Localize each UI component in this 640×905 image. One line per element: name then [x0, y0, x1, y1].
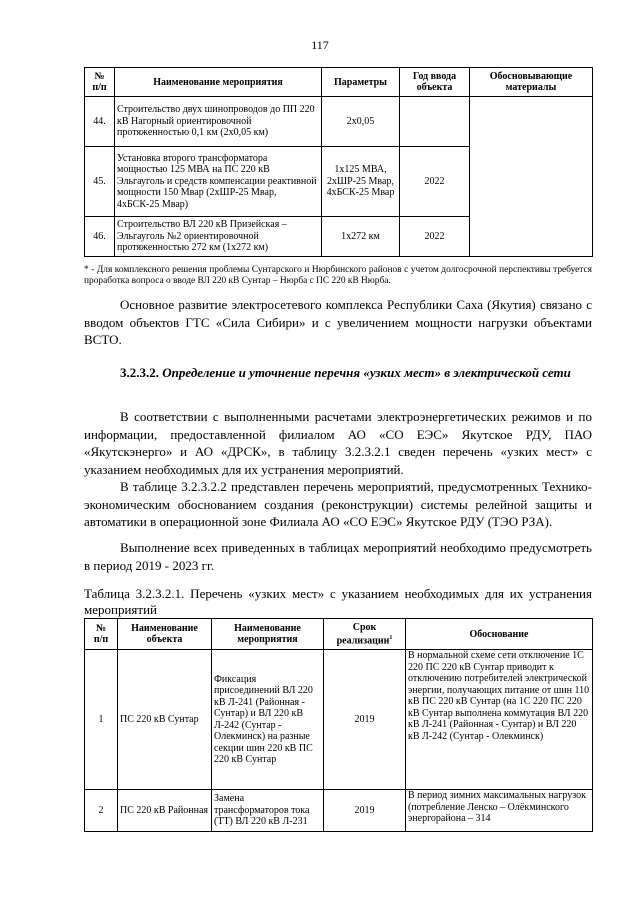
row-num: 44.: [85, 97, 115, 147]
header-num: № п/п: [85, 619, 118, 650]
table-row: [85, 97, 593, 147]
section-title: Определение и уточнение перечня «узких мест» в электрической сети: [162, 365, 571, 380]
header-num: № п/п: [85, 68, 115, 97]
header-name: Наименование мероприятия: [115, 68, 322, 97]
table-row: [85, 650, 593, 790]
header-term-label: Срок реализации: [336, 621, 390, 647]
row-measure: Фиксация присоединений ВЛ 220 кВ Л-241 (Районная - Сунтар) и ВЛ 220 кВ Л-242 (Сунтар - Олекминск) на разные секции шин 220 кВ ПС 220 кВ Сунтар: [212, 650, 324, 790]
row-term: 2019: [324, 650, 406, 790]
row-year: 2022: [400, 217, 470, 257]
section-heading: [84, 364, 592, 382]
row-name: Строительство ВЛ 220 кВ Призейская – Эльгауголь №2 ориентировочной протяженностью 272 км (1х272 км): [115, 217, 322, 257]
measures-table: [84, 67, 593, 257]
header-basis: Обосновывающие материалы: [470, 68, 593, 97]
paragraph: Основное развитие электросетевого комплекса Республики Саха (Якутия) связано с вводом объектов ГТС «Сила Сибири» и с увеличением мощности нагрузки объектами ВСТО.: [84, 297, 592, 347]
paragraph: Выполнение всех приведенных в таблицах мероприятий необходимо предусмотреть в период 2019 - 2023 гг.: [84, 540, 592, 573]
header-term: [324, 619, 406, 650]
row-name: Строительство двух шинопроводов до ПП 220 кВ Нагорный ориентировочной протяженностью 0,1 км (2х0,05 км): [115, 97, 322, 147]
header-basis: Обоснование: [406, 619, 593, 650]
row-params: 1х125 МВА, 2хШР-25 Мвар, 4хБСК-25 Мвар: [322, 147, 400, 217]
header-params: Параметры: [322, 68, 400, 97]
footnote-marker: 1: [389, 634, 393, 641]
row-object: ПС 220 кВ Районная: [118, 790, 212, 832]
row-num: 46.: [85, 217, 115, 257]
row-term: 2019: [324, 790, 406, 832]
header-object: Наименование объекта: [118, 619, 212, 650]
row-basis: В период зимних максимальных нагрузок (потребление Ленско – Олёкминского энергорайона – 314: [406, 790, 593, 832]
row-basis: В нормальной схеме сети отключение 1С 220 ПС 220 кВ Сунтар приводит к отключению потребителей электрической энергии, получающих питание от шин 110 кВ ПС 220 кВ Сунтар (на 1С 220 ПС 220 кВ Сунтар выполнена коммутация ВЛ 220 кВ Л-241 (Районная - Сунтар) и ВЛ 220 кВ Л-242 (Сунтар - Олекминск): [406, 650, 593, 790]
footnote: * - Для комплексного решения проблемы Сунтарского и Нюрбинского районов с учетом долгосрочной перспективы требуется проработка вопроса о вводе ВЛ 220 кВ Сунтар – Нюрба с ПС 220 кВ Нюрба.: [84, 265, 592, 286]
table-row: [85, 790, 593, 832]
header-year: Год ввода объекта: [400, 68, 470, 97]
section-number: 3.2.3.2.: [120, 365, 159, 380]
header-measure: Наименование мероприятия: [212, 619, 324, 650]
page-number: 117: [311, 38, 329, 52]
row-params: 1х272 км: [322, 217, 400, 257]
basis-cell: [470, 97, 593, 257]
table-header-row: [85, 619, 593, 650]
bottlenecks-table: [84, 618, 593, 832]
row-measure: Замена трансформаторов тока (ТТ) ВЛ 220 кВ Л-231: [212, 790, 324, 832]
row-object: ПС 220 кВ Сунтар: [118, 650, 212, 790]
row-year: [400, 97, 470, 147]
table-caption: Таблица 3.2.3.2.1. Перечень «узких мест» с указанием необходимых для их устранения мероприятий: [84, 586, 592, 617]
row-year: 2022: [400, 147, 470, 217]
table-header-row: [85, 68, 593, 97]
row-num: 1: [85, 650, 118, 790]
paragraph: В таблице 3.2.3.2.2 представлен перечень мероприятий, предусмотренных Технико-экономическим обоснованием создания (реконструкции) системы релейной защиты и автоматики в операционной зоне Филиала АО «СО ЕЭС» Якутское РДУ (ТЭО РЗА).: [84, 479, 592, 529]
paragraph: В соответствии с выполненными расчетами электроэнергетических режимов и по информации, предоставленной филиалом АО «СО ЕЭС» Якутское РДУ, ПАО «Якутскэнерго» и АО «ДРСК», в таблицу 3.2.3.2.1 сведен перечень «узких мест» с указанием необходимых для их устранения мероприятий.: [84, 409, 592, 477]
row-params: 2х0,05: [322, 97, 400, 147]
row-num: 45.: [85, 147, 115, 217]
row-name: Установка второго трансформатора мощностью 125 МВА на ПС 220 кВ Эльгауголь и средств компенсации реактивной мощности 150 Мвар (2хШР-25 Мвар, 4хБСК-25 Мвар): [115, 147, 322, 217]
row-num: 2: [85, 790, 118, 832]
